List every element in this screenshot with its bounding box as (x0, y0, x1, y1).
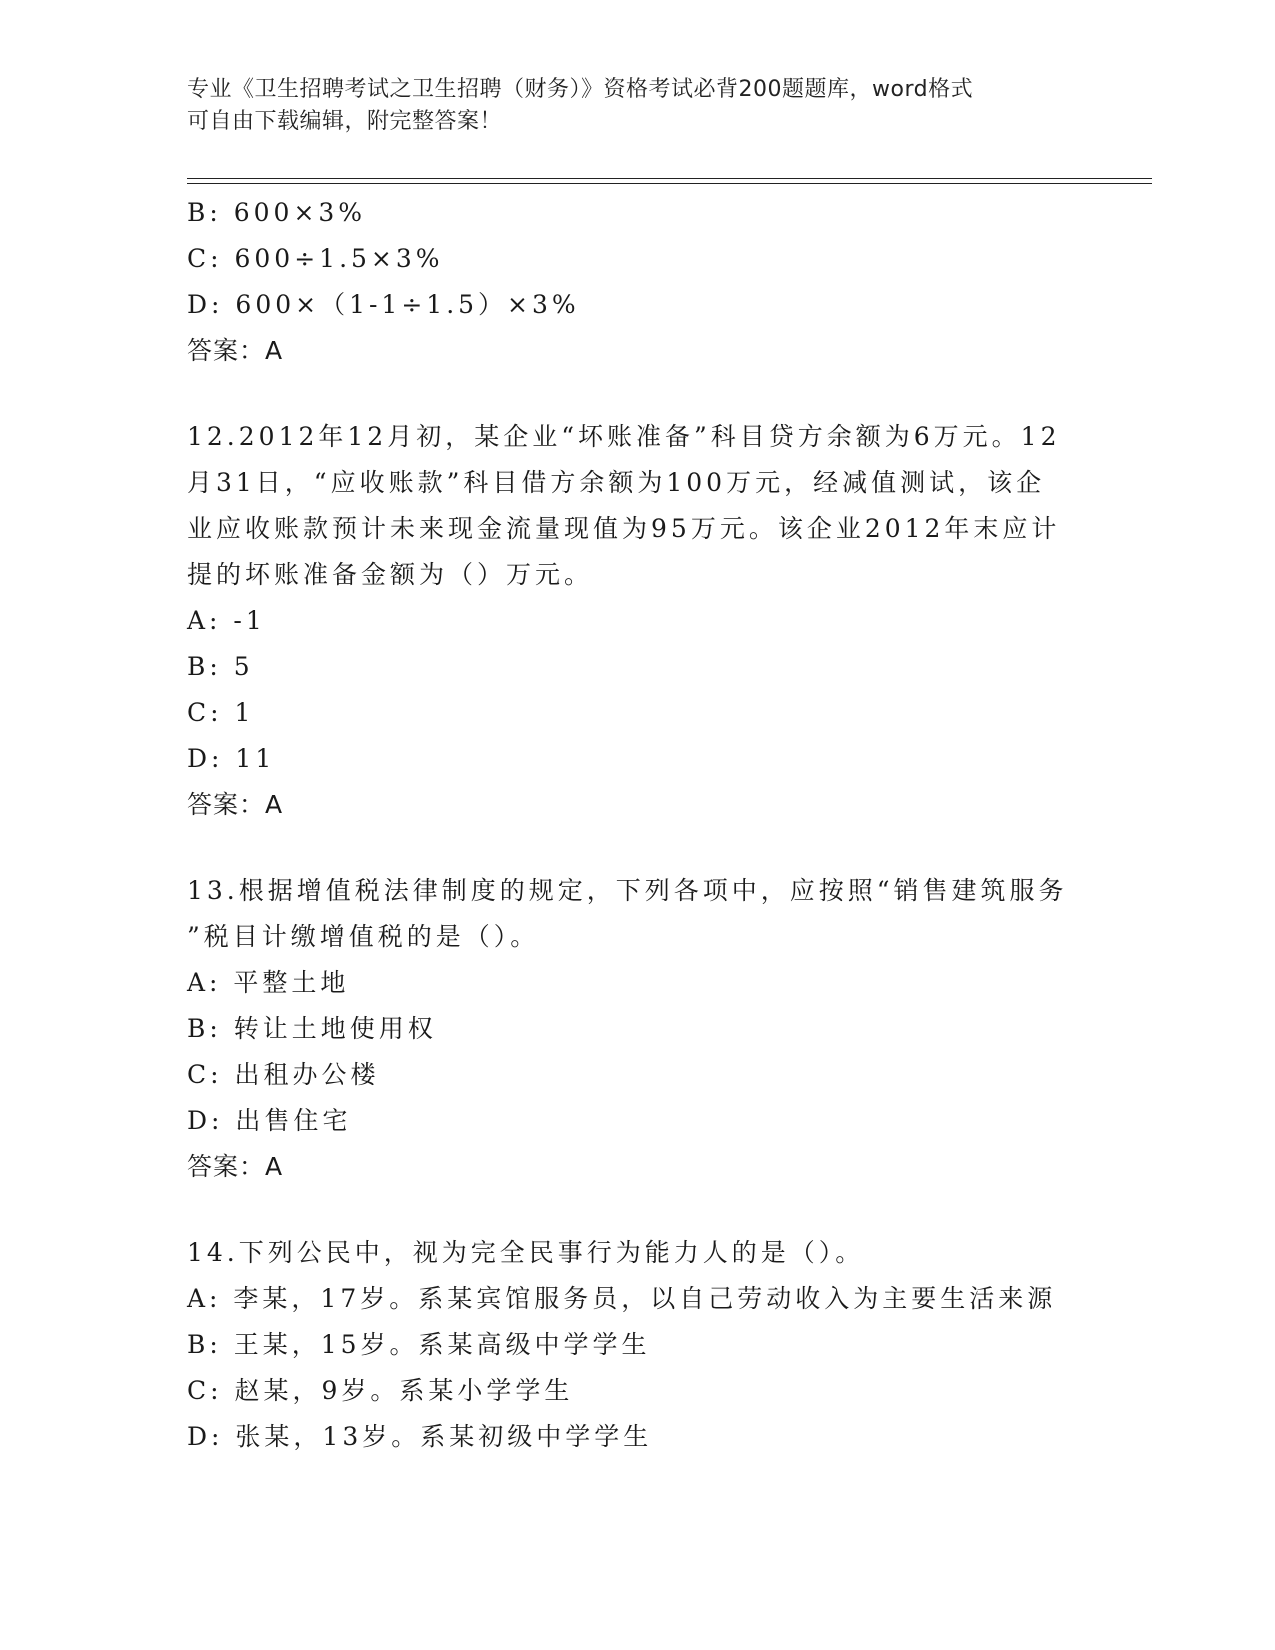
option-d: D: 张某，13岁。系某初级中学学生 (187, 1422, 653, 1451)
option-c: C: 1 (187, 698, 255, 727)
option-b: B: 王某，15岁。系某高级中学学生 (187, 1330, 651, 1359)
answer-line: 答案：A (187, 336, 284, 365)
option-d: D: 11 (187, 744, 276, 773)
header-title-line-1: 专业《卫生招聘考试之卫生招聘（财务）》资格考试必背200题题库，word格式 (187, 77, 974, 102)
document-header (187, 74, 1067, 138)
question-text-line: 13.根据增值税法律制度的规定，下列各项中，应按照“销售建筑服务 (187, 876, 1068, 905)
spacer (187, 828, 1087, 868)
question-list (187, 190, 1087, 1460)
header-rule-top (187, 178, 1152, 179)
question-13 (187, 868, 1087, 1190)
question-12 (187, 414, 1087, 828)
answer-line: 答案：A (187, 790, 284, 819)
option-c: C: 600÷1.5×3% (187, 244, 444, 273)
question-text-line: 12.2012年12月初，某企业“坏账准备”科目贷方余额为6万元。12 (187, 422, 1061, 451)
question-text-line: 提的坏账准备金额为（）万元。 (187, 560, 594, 589)
question-text-line: 业应收账款预计未来现金流量现值为95万元。该企业2012年末应计 (187, 514, 1061, 543)
option-d: D: 出售住宅 (187, 1106, 352, 1135)
option-d: D: 600×（1-1÷1.5）×3% (187, 290, 580, 319)
question-11-tail (187, 190, 1087, 374)
question-text-line: 14.下列公民中，视为完全民事行为能力人的是（）。 (187, 1238, 865, 1267)
spacer (187, 1190, 1087, 1230)
option-a: A: -1 (187, 606, 266, 635)
option-a: A: 李某，17岁。系某宾馆服务员，以自己劳动收入为主要生活来源 (187, 1284, 1057, 1313)
option-b: B: 5 (187, 652, 254, 681)
option-c: C: 出租办公楼 (187, 1060, 380, 1089)
question-14 (187, 1230, 1087, 1460)
option-b: B: 600×3% (187, 198, 367, 227)
spacer (187, 374, 1087, 414)
header-title-line-2: 可自由下载编辑，附完整答案！ (187, 109, 503, 134)
question-text-line: 月31日，“应收账款”科目借方余额为100万元，经减值测试，该企 (187, 468, 1046, 497)
option-a: A: 平整土地 (187, 968, 350, 997)
option-b: B: 转让土地使用权 (187, 1014, 437, 1043)
question-text-line: ”税目计缴增值税的是（）。 (187, 922, 540, 951)
answer-line: 答案：A (187, 1152, 284, 1181)
header-rule-bottom (187, 183, 1152, 184)
option-c: C: 赵某，9岁。系某小学学生 (187, 1376, 574, 1405)
